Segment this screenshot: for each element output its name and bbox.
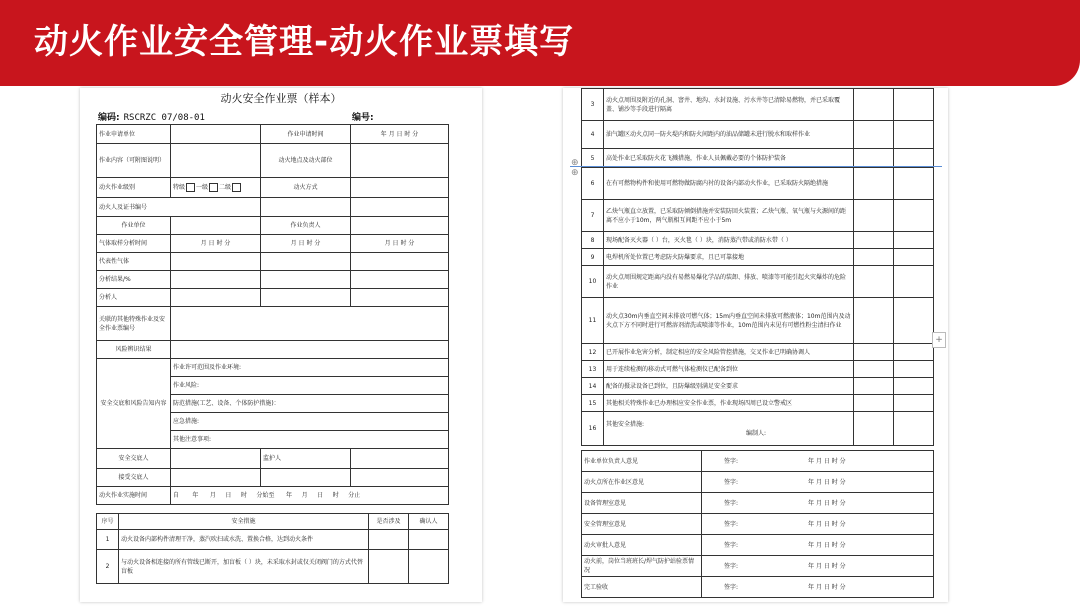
table-row: 4 油气罐区动火点同一防火堤内和防火间距内的油品储罐未进行脱水和取样作业 <box>582 121 934 149</box>
table-row: 13 用于连续检测的移动式可燃气体检测仪已配备到位 <box>582 361 934 378</box>
approval-row: 安全管理室意见 签字: 年 月 日 时 分 <box>582 514 934 535</box>
table-row: 3 动火点周围及附近的孔洞、窨井、地沟、水封设施、污水井等已清除易燃物，并已采取覆盖、铺沙等手段进行隔离 <box>582 89 934 121</box>
approval-row: 设备管理室意见 签字: 年 月 日 时 分 <box>582 493 934 514</box>
table-row: 6 在有可燃物构件和使用可燃物做防腐内衬的设备内部动火作业，已采取防火隔绝措施 <box>582 168 934 200</box>
level-options: 特级 一级 二级 <box>171 178 261 198</box>
table-row: 11 动火点30m内垂直空间未排放可燃气体；15m内垂直空间未排放可燃液体；10m范围内及动火点下方不同时进行可燃溶剂清洗或喷漆等作业，10m范围内未见有可燃性粉尘清扫作业 <box>582 298 934 344</box>
permit-code: 编码: RSCRZC 07/08-01 <box>98 113 205 123</box>
permit-form-table: 作业申请单位 作业申请时间 年 月 日 时 分 作业内容（可附图说明） 动火地点及动火部位 动火作业级别 特级 一级 二级 动火方式 动火人及证书编号 作业单位 作业负责人 气体取样分析时间 月 日 时 分 月 日 时 分 月 日 时 分 代表性气体 分析结果/% 分析人 关联的其他特殊作业及安全作业票编号 风险辨识结果 安全交底和风险告知内容 作业许可范围及作业环境: 作业风险: 防范措施(工艺、设备、个体防护措施)： 应急措施: 其他注意事项: 安全交底人 监护人 接受交底人 动火作业实施时间 自 年 月 日 时 分始至 年 月 日 时 分止 <box>96 124 449 505</box>
table-row: 14 配备的摄录设备已到位，且防爆级别满足安全要求 <box>582 378 934 395</box>
permit-page-1 <box>80 88 482 602</box>
approval-row: 动火前，岗位当班班长/焊气防护站验票情况 签字: 年 月 日 时 分 <box>582 556 934 577</box>
page-header <box>0 0 1080 86</box>
plus-icon[interactable]: + <box>932 332 946 348</box>
table-row: 7 乙炔气瓶直立放置，已采取防倾倒措施并安装防回火装置；乙炔气瓶、氧气瓶与火源间的距离不应小于10m，两气瓶相互间距不应小于5m <box>582 200 934 232</box>
approval-row: 作业单位负责人意见 签字: 年 月 日 时 分 <box>582 451 934 472</box>
table-row: 15 其他相关特殊作业已办理相应安全作业票，作业现场四周已设立警戒区 <box>582 395 934 412</box>
table-row: 8 现场配备灭火器（ ）台，灭火毯（ ）块，消防蒸汽带或消防水带（ ） <box>582 232 934 249</box>
measures-table-continued <box>581 88 934 446</box>
permit-number-label: 编号: <box>352 113 374 123</box>
table-row: 9 电焊机所处位置已考虑防火防爆要求，且已可靠接地 <box>582 249 934 266</box>
plus-icon[interactable]: ⊕ <box>571 168 579 178</box>
table-row: 2 与动火设备相连接的所有管线已断开，加盲板（ ）块，未采取水封或仅关闭阀门的方式代替盲板 <box>97 550 449 584</box>
table-row: 10 动火点周围规定距离内没有易燃易爆化学品的装卸、排放、喷漆等可能引起火灾爆炸的危险作业 <box>582 266 934 298</box>
approval-row: 完工验收 签字: 年 月 日 时 分 <box>582 577 934 598</box>
table-row: 1 动火设备内部构件清理干净，蒸汽吹扫或水洗、置换合格，达到动火条件 <box>97 530 449 550</box>
row-insert-indicator <box>570 166 942 167</box>
checkbox-special[interactable] <box>186 183 195 192</box>
checkbox-one[interactable] <box>209 183 218 192</box>
impl-time-range: 自 年 月 日 时 分始至 年 月 日 时 分止 <box>171 487 449 505</box>
approval-row: 动火点所在作业区意见 签字: 年 月 日 时 分 <box>582 472 934 493</box>
table-row: 16 其他安全措施: 编制人: <box>582 412 934 446</box>
measures-table: 序号 安全措施 是否涉及 确认人 1 动火设备内部构件清理干净，蒸汽吹扫或水洗、置换合格，达到动火条件 2 与动火设备相连接的所有管线已断开，加盲板（ ）块，未采取水封或仅关闭阀门的方式代替盲板 <box>96 513 449 584</box>
approval-table <box>581 450 934 598</box>
approval-row: 动火审批人意见 签字: 年 月 日 时 分 <box>582 535 934 556</box>
table-row: 12 已开展作业危害分析，制定相应的安全风险管控措施，交叉作业已明确协调人 <box>582 344 934 361</box>
table-row: 5 高处作业已采取防火花飞溅措施，作业人员佩戴必要的个体防护装备 <box>582 149 934 168</box>
checkbox-two[interactable] <box>232 183 241 192</box>
plus-icon[interactable]: ⊕ <box>571 158 579 168</box>
page-title: 动火作业安全管理-动火作业票填写 <box>34 22 575 62</box>
permit-title: 动火安全作业票（样本） <box>220 92 342 105</box>
